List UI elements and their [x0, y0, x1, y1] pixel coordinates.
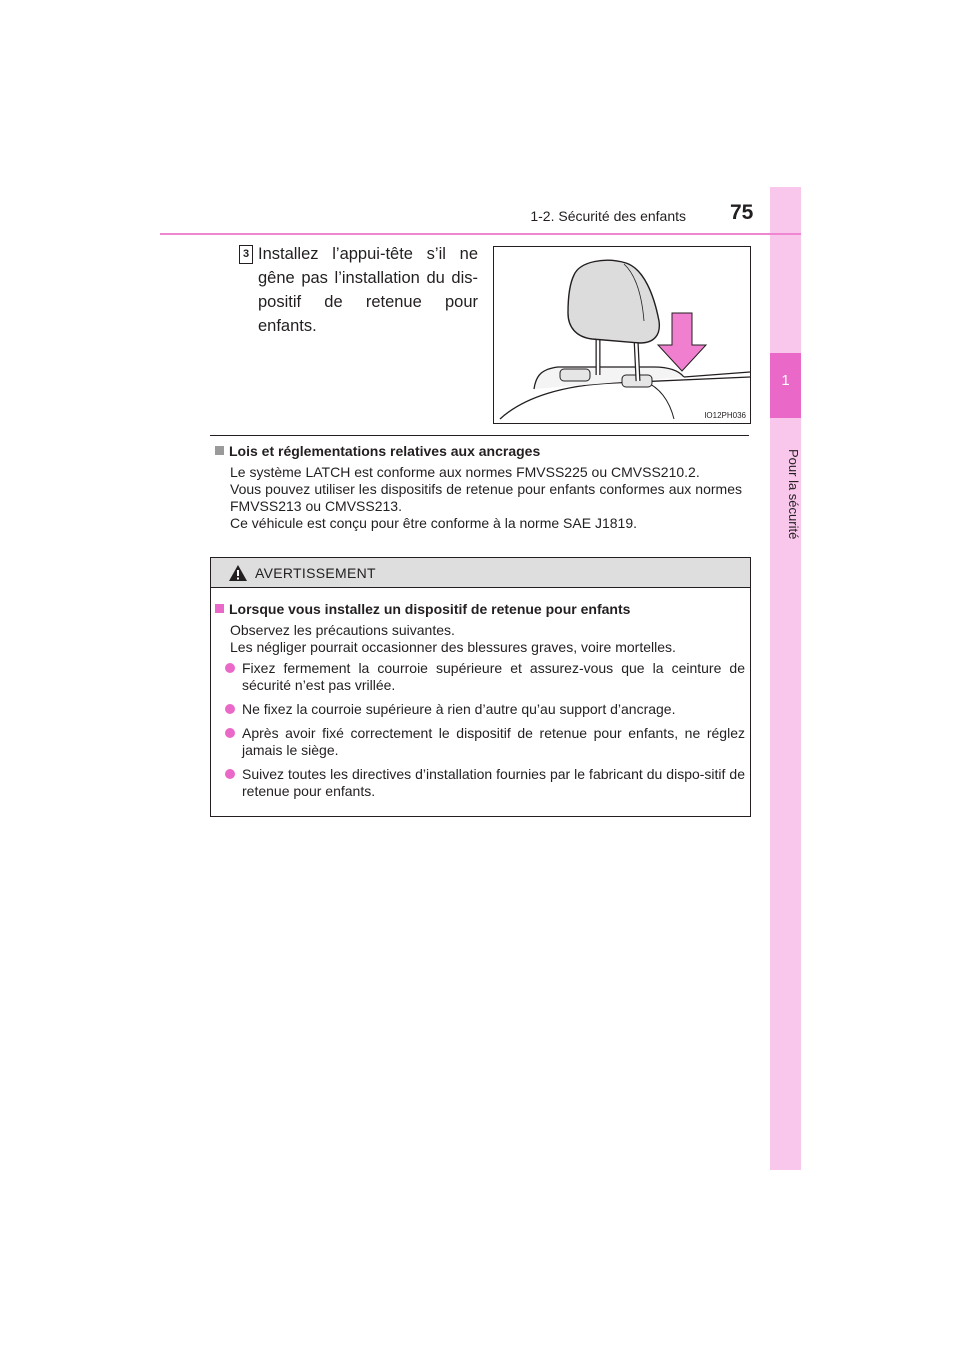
warning-bullet [225, 766, 745, 800]
regulations-line: Le système LATCH est conforme aux normes FMVSS225 ou CMVSS210.2. [230, 464, 700, 480]
headrest-shape [568, 260, 659, 343]
headrest-illustration [493, 246, 751, 424]
warning-intro-line: Les négliger pourrait occasionner des blessures graves, voire mortelles. [230, 639, 676, 655]
chapter-side-tab [770, 187, 801, 1170]
bullet-dot-icon [225, 769, 235, 779]
page-number: 75 [730, 201, 754, 224]
warning-bullets [225, 660, 745, 807]
warning-bullet-text: Fixez fermement la courroie supérieure et assurez-vous que la ceinture de sécurité n’est pas vrillée. [242, 660, 745, 693]
section-title: 1-2. Sécurité des enfants [530, 208, 686, 224]
headrest-drawing [494, 247, 750, 423]
regulations-line: Vous pouvez utiliser les dispositifs de retenue pour enfants conformes aux normes FMVSS213 ou CMVSS213. [230, 481, 742, 514]
step-text: Installez l’appui-tête s’il ne gêne pas l’installation du dis-positif de retenue pour enfants. [258, 245, 478, 335]
warning-title: Lorsque vous installez un dispositif de retenue pour enfants [229, 601, 631, 617]
header-rule [160, 233, 801, 235]
warning-heading [215, 601, 630, 617]
warning-bullet [225, 701, 745, 718]
step-number: 3 [239, 245, 253, 264]
warning-box [210, 557, 751, 817]
square-bullet-icon [215, 604, 224, 613]
warning-intro [230, 622, 742, 656]
regulations-heading [215, 443, 540, 459]
warning-header [211, 558, 750, 588]
bullet-dot-icon [225, 663, 235, 673]
warning-bullet [225, 660, 745, 694]
warning-bullet-text: Suivez toutes les directives d’installation fournies par le fabricant du dispo-sitif de retenue pour enfants. [242, 766, 745, 799]
warning-label: AVERTISSEMENT [255, 565, 376, 581]
chapter-number: 1 [781, 372, 790, 389]
warning-triangle-icon [228, 564, 248, 582]
bullet-dot-icon [225, 704, 235, 714]
section-divider [210, 435, 749, 436]
down-arrow-icon [658, 313, 706, 371]
regulations-title: Lois et réglementations relatives aux ancrages [229, 443, 541, 459]
figure-code: IO12PH036 [704, 411, 746, 420]
square-bullet-icon [215, 446, 224, 455]
warning-bullet [225, 725, 745, 759]
warning-intro-line: Observez les précautions suivantes. [230, 622, 455, 638]
warning-bullet-text: Ne fixez la courroie supérieure à rien d’autre qu’au support d’ancrage. [242, 701, 676, 717]
bullet-dot-icon [225, 728, 235, 738]
chapter-title: Pour la sécurité [786, 448, 801, 540]
regulations-body [230, 464, 742, 532]
warning-bullet-text: Après avoir fixé correctement le dispositif de retenue pour enfants, ne réglez jamais le siège. [242, 725, 745, 758]
regulations-line: Ce véhicule est conçu pour être conforme à la norme SAE J1819. [230, 515, 637, 531]
